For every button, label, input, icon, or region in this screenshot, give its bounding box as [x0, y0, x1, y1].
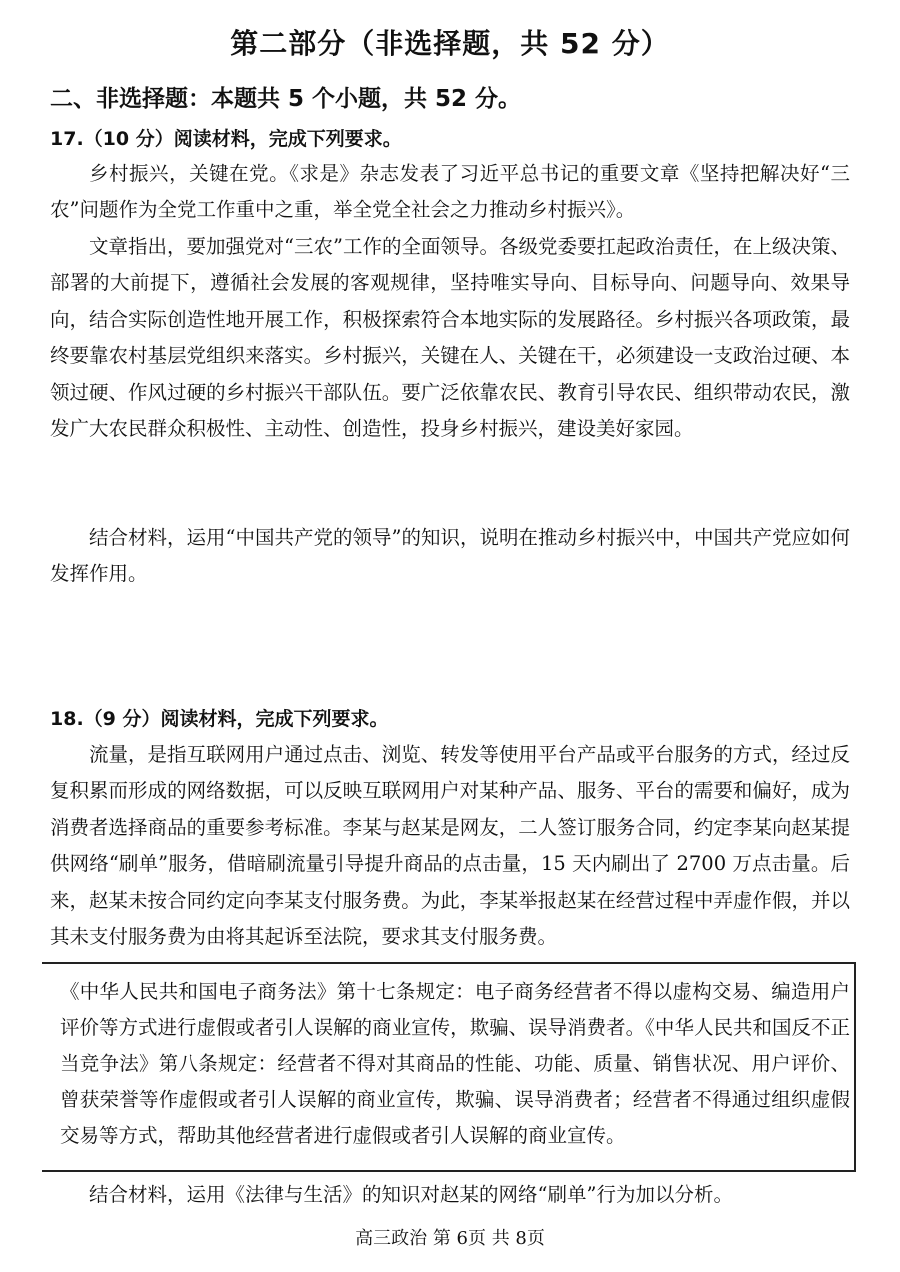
- question-18-paragraph-1: 流量，是指互联网用户通过点击、浏览、转发等使用平台产品或平台服务的方式，经过反复积累而形成的网络数据，可以反映互联网用户对某种产品、服务、平台的需要和偏好，成为消费者选择商品的重要参考标准。李某与赵某是网友，二人签订服务合同，约定李某向赵某提供网络“刷单”服务，借暗刷流量引导提升商品的点击量，15 天内刷出了 2700 万点击量。后来，赵某未按合同约定向李某支付服务费。为此，李某举报赵某在经营过程中弄虚作假，并以其未支付服务费为由将其起诉至法院，要求其支付服务费。: [50, 743, 850, 949]
- section-heading: 二、非选择题：本题共 5 个小题，共 52 分。: [50, 86, 522, 112]
- material-box-top-border: [42, 962, 856, 964]
- material-box-bottom-border: [42, 1170, 856, 1172]
- part-title: 第二部分（非选择题，共 52 分）: [230, 27, 670, 60]
- question-18-heading: 18.（9 分）阅读材料，完成下列要求。: [50, 708, 389, 730]
- material-box-right-border: [854, 962, 856, 1172]
- question-18-task: 结合材料，运用《法律与生活》的知识对赵某的网络“刷单”行为加以分析。: [89, 1183, 733, 1206]
- legal-material-box: 《中华人民共和国电子商务法》第十七条规定：电子商务经营者不得以虚构交易、编造用户评价等方式进行虚假或者引人误解的商业宣传，欺骗、误导消费者。《中华人民共和国反不正当竞争法》第八条规定：经营者不得对其商品的性能、功能、质量、销售状况、用户评价、曾获荣誉等作虚假或者引人误解的商业宣传，欺骗、误导消费者；经营者不得通过组织虚假交易等方式，帮助其他经营者进行虚假或者引人误解的商业宣传。: [60, 980, 850, 1147]
- question-17-paragraph-2: 文章指出，要加强党对“三农”工作的全面领导。各级党委要扛起政治责任，在上级决策、部署的大前提下，遵循社会发展的客观规律，坚持唯实导向、目标导向、问题导向、效果导向，结合实际创造性地开展工作，积极探索符合本地实际的发展路径。乡村振兴各项政策，最终要靠农村基层党组织来落实。乡村振兴，关键在人、关键在干，必须建设一支政治过硬、本领过硬、作风过硬的乡村振兴干部队伍。要广泛依靠农民、教育引导农民、组织带动农民，激发广大农民群众积极性、主动性、创造性，投身乡村振兴，建设美好家园。: [50, 235, 850, 441]
- question-17-task: 结合材料，运用“中国共产党的领导”的知识，说明在推动乡村振兴中，中国共产党应如何发挥作用。: [50, 526, 850, 586]
- question-17-heading: 17.（10 分）阅读材料，完成下列要求。: [50, 128, 402, 150]
- page-footer: 高三政治 第 6页 共 8页: [355, 1228, 545, 1249]
- question-17-paragraph-1: 乡村振兴，关键在党。《求是》杂志发表了习近平总书记的重要文章《坚持把解决好“三农”问题作为全党工作重中之重，举全党全社会之力推动乡村振兴》。: [50, 162, 850, 222]
